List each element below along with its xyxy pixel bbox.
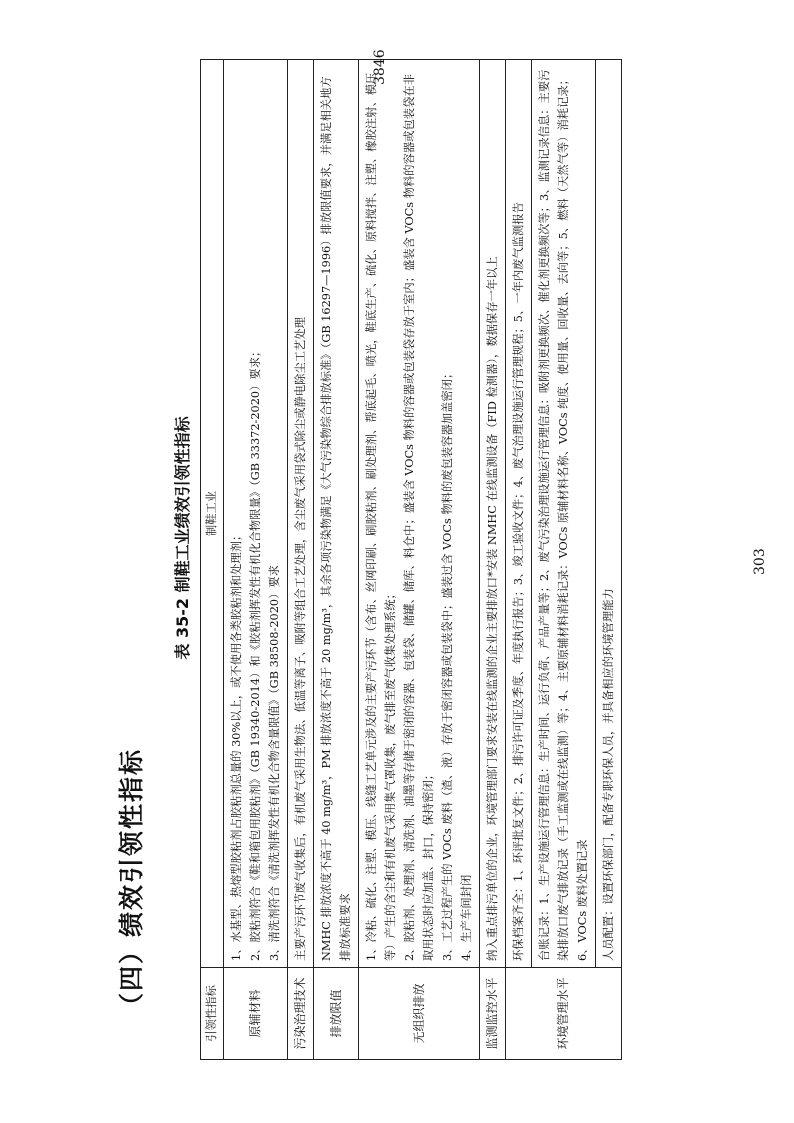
header-industry: 制鞋工业	[201, 60, 224, 968]
content-line: 1、冷粘、硫化、注塑、模压、线缝工艺单元涉及的主要产污环节（含布、丝网印刷、刷胶粘剂、刷处理剂、帮底起毛、喷光，鞋底生产、硫化、原料搅拌、注塑、橡胶注射、模压等）产生的含尘和有机废气采用集气罩收集，废气排至废气收集处理系统；	[365, 72, 397, 961]
indicator-cell: 排放限值	[314, 968, 359, 1060]
section-heading: （四）绩效引领性指标	[117, 747, 146, 1018]
content-line: 3、清洗剂符合《清洗剂挥发性有机化合物含量限值》（GB 38508-2020）要求	[268, 565, 281, 961]
content-cell	[480, 60, 506, 968]
row-monitoring	[480, 60, 506, 1060]
row-emission-limits	[314, 60, 359, 1060]
indicator-cell: 污染治理技术	[288, 968, 314, 1060]
row-raw-materials	[224, 60, 288, 1060]
indicator-cell: 原辅材料	[224, 968, 288, 1060]
indicator-cell: 无组织排放	[359, 968, 480, 1060]
row-env-management-records	[506, 60, 532, 1060]
content-line: 1、水基型、热熔型胶粘剂占胶粘剂总量的 30%以上，或不使用各类胶粘剂和处理剂；	[230, 529, 243, 961]
table-header-row	[201, 60, 224, 1060]
content-line: 2、胶粘剂、处理剂、清洗剂、油墨等存储于密闭的容器、包装袋、储罐、储库、料仓中；盛装含 VOCs 物料的容器或包装袋存放于室内；盛装含 VOCs 物料的容器或包装袋在非取用状态时应加盖、封口，保持密闭；	[403, 74, 435, 961]
book-page-number: 3846	[372, 49, 388, 85]
row-env-management-ledger	[532, 60, 596, 1060]
content-line: NMHC 排放浓度不高于 40 mg/m³，PM 排放浓度不高于 20 mg/m³，其余各项污染物满足《大气污染物综合排放标准》（GB 16297—1996）排放限值要求，并满足相关地方排放标准要求	[320, 76, 352, 961]
content-cell	[596, 60, 622, 968]
content-line: 人员配置：设置环保部门，配备专职环保人员，并具备相应的环境管理能力	[602, 588, 615, 961]
content-cell	[288, 60, 314, 968]
content-line: 纳入重点排污单位的企业，环境管理部门要求安装在线监测的企业主要排放口*安装 NMHC 在线监测设备（FID 检测器），数据保存一年以上	[486, 256, 499, 961]
indicator-cell: 环境管理水平	[506, 968, 622, 1060]
content-line: 2、胶粘剂符合《鞋和箱包用胶粘剂》（GB 19340-2014）和《胶粘剂挥发性有机化合物限量》（GB 33372-2020）要求；	[249, 345, 262, 961]
content-cell	[314, 60, 359, 968]
indicator-cell: 监测监控水平	[480, 968, 506, 1060]
content-line: 4、生产车间封闭	[460, 874, 473, 961]
row-pollution-control	[288, 60, 314, 1060]
content-cell	[506, 60, 532, 968]
row-fugitive-emissions	[359, 60, 480, 1060]
row-env-management-staffing	[596, 60, 622, 1060]
table-caption: 表 35-2 制鞋工业绩效引领性指标	[173, 416, 192, 660]
content-line: 3、工艺过程产生的 VOCs 废料（渣、液）存放于密闭容器或包装袋中；盛装过含 VOCs 物料的废包装容器加盖密闭；	[441, 367, 454, 961]
content-cell	[224, 60, 288, 968]
document-page-number: 303	[752, 548, 768, 575]
content-line: 台账记录：1、生产设施运行管理信息：生产时间、运行负荷、产品产量等；2、废气污染治理设施运行管理信息：吸附剂更换频次、催化剂更换频次等；3、监测记录信息：主要污染排放口废气排放记录（手工监测或在线监测）等；4、主要原辅材料消耗记录：VOCs 原辅材料名称、VOCs 纯度、使用量、回收量、去向等；5、燃料（天然气等）消耗记录；6、VOCs 废料处置记录	[538, 69, 589, 961]
content-cell	[359, 60, 480, 968]
header-indicator: 引领性指标	[201, 968, 224, 1060]
content-line: 环保档案齐全：1、环评批复文件；2、排污许可证及季度、年度执行报告；3、竣工验收文件；4、废气治理设施运行管理规程；5、一年内废气监测报告	[512, 202, 525, 961]
indicator-table	[200, 59, 622, 1060]
content-cell	[532, 60, 596, 968]
content-line: 主要产污环节废气收集后，有机废气采用生物法、低温等离子、吸附等组合工艺处理，含尘废气采用袋式除尘或静电除尘工艺处理	[294, 317, 307, 961]
